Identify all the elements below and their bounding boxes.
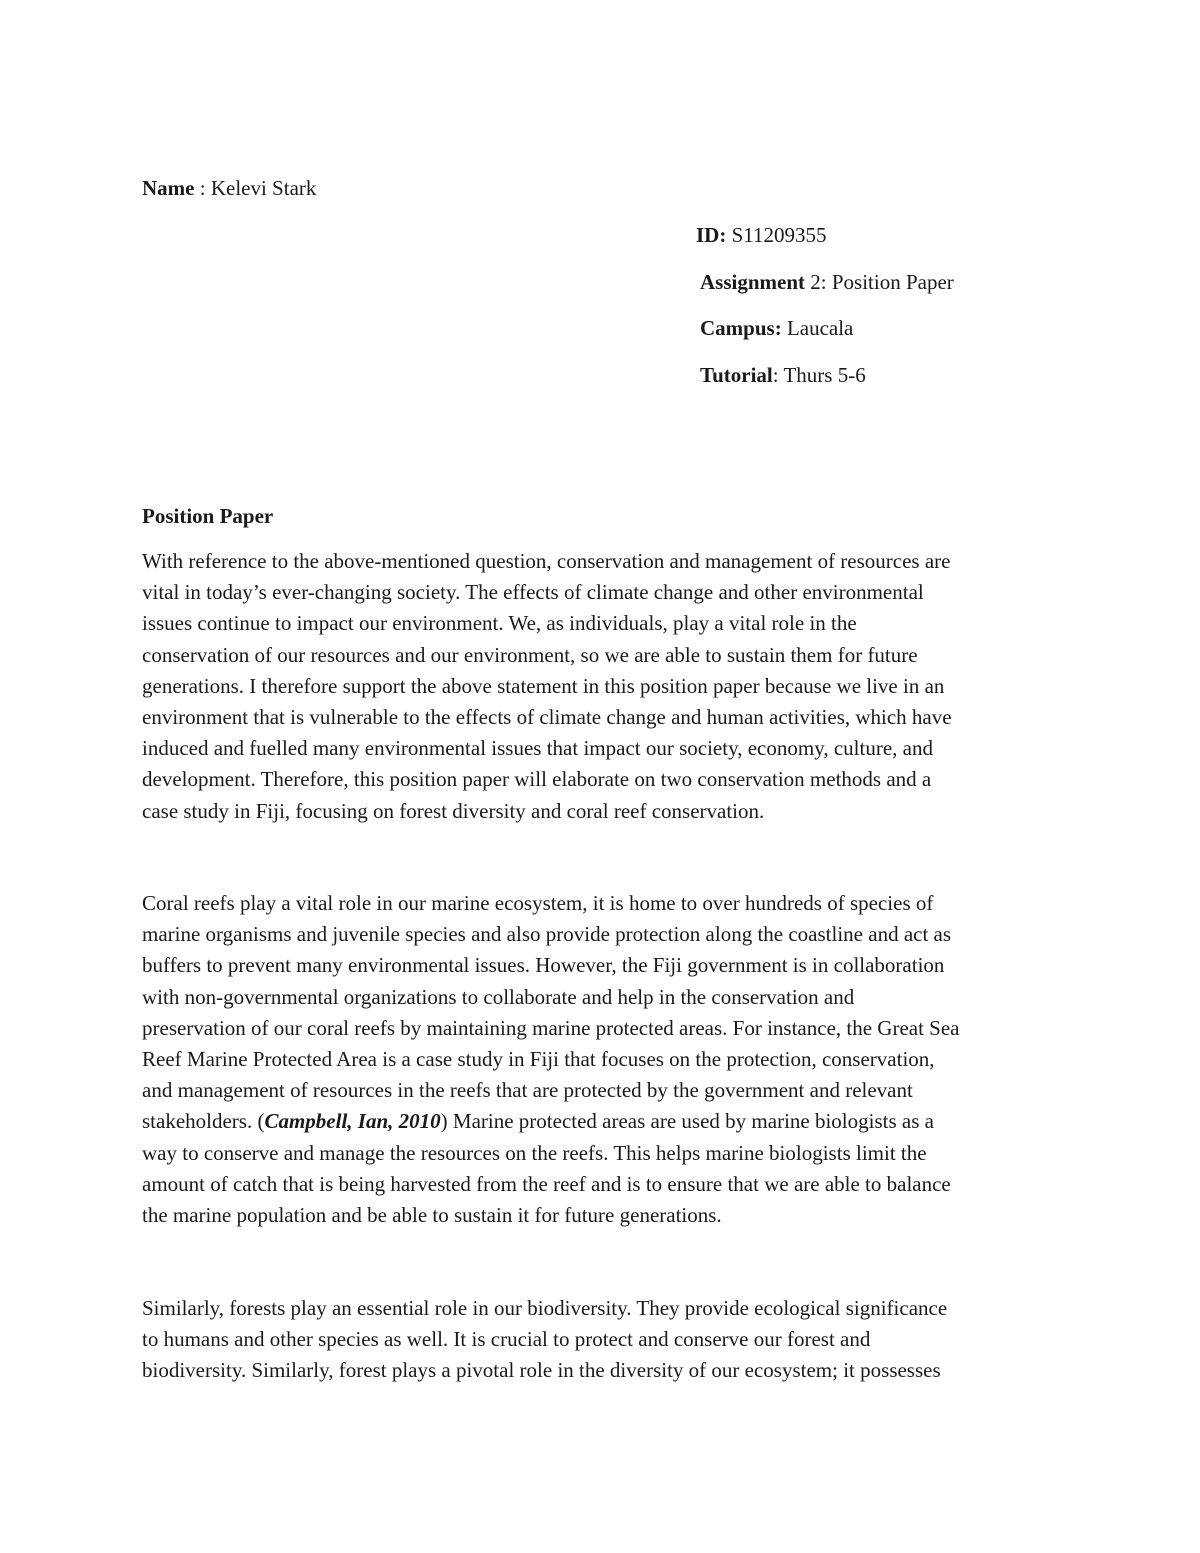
paragraph-line: generations. I therefore support the above statement in this position paper because we live in an	[142, 673, 945, 698]
paragraph-introduction	[142, 546, 1062, 827]
paragraph-line: the marine population and be able to sustain it for future generations.	[142, 1203, 722, 1228]
paragraph-line: induced and fuelled many environmental issues that impact our society, economy, culture, and	[142, 736, 933, 761]
paragraph-line: vital in today’s ever-changing society. The effects of climate change and other environmental	[142, 580, 924, 605]
paragraph-line: with non-governmental organizations to collaborate and help in the conservation and	[142, 984, 855, 1009]
paragraph-line: amount of catch that is being harvested from the reef and is to ensure that we are able to balance	[142, 1171, 951, 1196]
paragraph-line: development. Therefore, this position paper will elaborate on two conservation methods and a	[142, 767, 932, 792]
paragraph-line: conservation of our resources and our environment, so we are able to sustain them for future	[142, 642, 918, 667]
tutorial-label: Tutorial	[700, 362, 773, 387]
name-label: Name	[142, 176, 195, 200]
cite-prefix: stakeholders. (	[142, 1109, 265, 1134]
cite-suffix: ) Marine protected areas are used by marine biologists as a	[440, 1109, 934, 1134]
paragraph-line: Reef Marine Protected Area is a case study in Fiji that focuses on the protection, conservation,	[142, 1047, 935, 1072]
paragraph-line-with-citation	[142, 1106, 1062, 1137]
paragraph-line: way to conserve and manage the resources on the reefs. This helps marine biologists limit the	[142, 1140, 927, 1165]
paragraph-line: to humans and other species as well. It is crucial to protect and conserve our forest and	[142, 1327, 871, 1352]
assignment-meta-block	[696, 220, 1116, 406]
paragraph-coral-reefs	[142, 888, 1062, 1231]
assignment-label: Assignment	[700, 269, 806, 294]
paragraph-line: and management of resources in the reefs that are protected by the government and relevant	[142, 1078, 913, 1103]
tutorial-line	[696, 360, 1116, 407]
campus-label: Campus:	[700, 316, 782, 340]
id-line	[696, 220, 1116, 267]
id-label: ID:	[696, 223, 727, 247]
id-value: S11209355	[726, 223, 827, 247]
paragraph-line: preservation of our coral reefs by maintaining marine protected areas. For instance, the Great Sea	[142, 1015, 960, 1040]
assignment-line	[696, 267, 1116, 314]
tutorial-value: : Thurs 5-6	[772, 362, 866, 387]
name-value: Kelevi Stark	[210, 176, 317, 200]
paragraph-line: With reference to the above-mentioned question, conservation and management of resources are	[142, 549, 951, 573]
section-title: Position Paper	[142, 504, 274, 528]
paragraph-line: Coral reefs play a vital role in our marine ecosystem, it is home to over hundreds of species of	[142, 891, 934, 915]
paragraph-line: environment that is vulnerable to the effects of climate change and human activities, which have	[142, 705, 952, 730]
paragraph-line: case study in Fiji, focusing on forest diversity and coral reef conservation.	[142, 798, 765, 823]
campus-line	[696, 313, 1116, 360]
student-name-line	[142, 173, 316, 203]
paragraph-forests	[142, 1293, 1062, 1387]
paragraph-line: marine organisms and juvenile species and also provide protection along the coastline and act as	[142, 922, 952, 947]
campus-value: Laucala	[781, 316, 854, 340]
paragraph-line: Similarly, forests play an essential role in our biodiversity. They provide ecological significance	[142, 1296, 948, 1320]
citation: Campbell, Ian, 2010	[264, 1109, 441, 1134]
paragraph-line: biodiversity. Similarly, forest plays a pivotal role in the diversity of our ecosystem; it possesses	[142, 1358, 941, 1383]
paragraph-line: buffers to prevent many environmental issues. However, the Fiji government is in collaboration	[142, 953, 945, 978]
paragraph-line: issues continue to impact our environment. We, as individuals, play a vital role in the	[142, 611, 857, 636]
name-separator: :	[194, 176, 211, 200]
assignment-value: 2: Position Paper	[805, 269, 954, 294]
